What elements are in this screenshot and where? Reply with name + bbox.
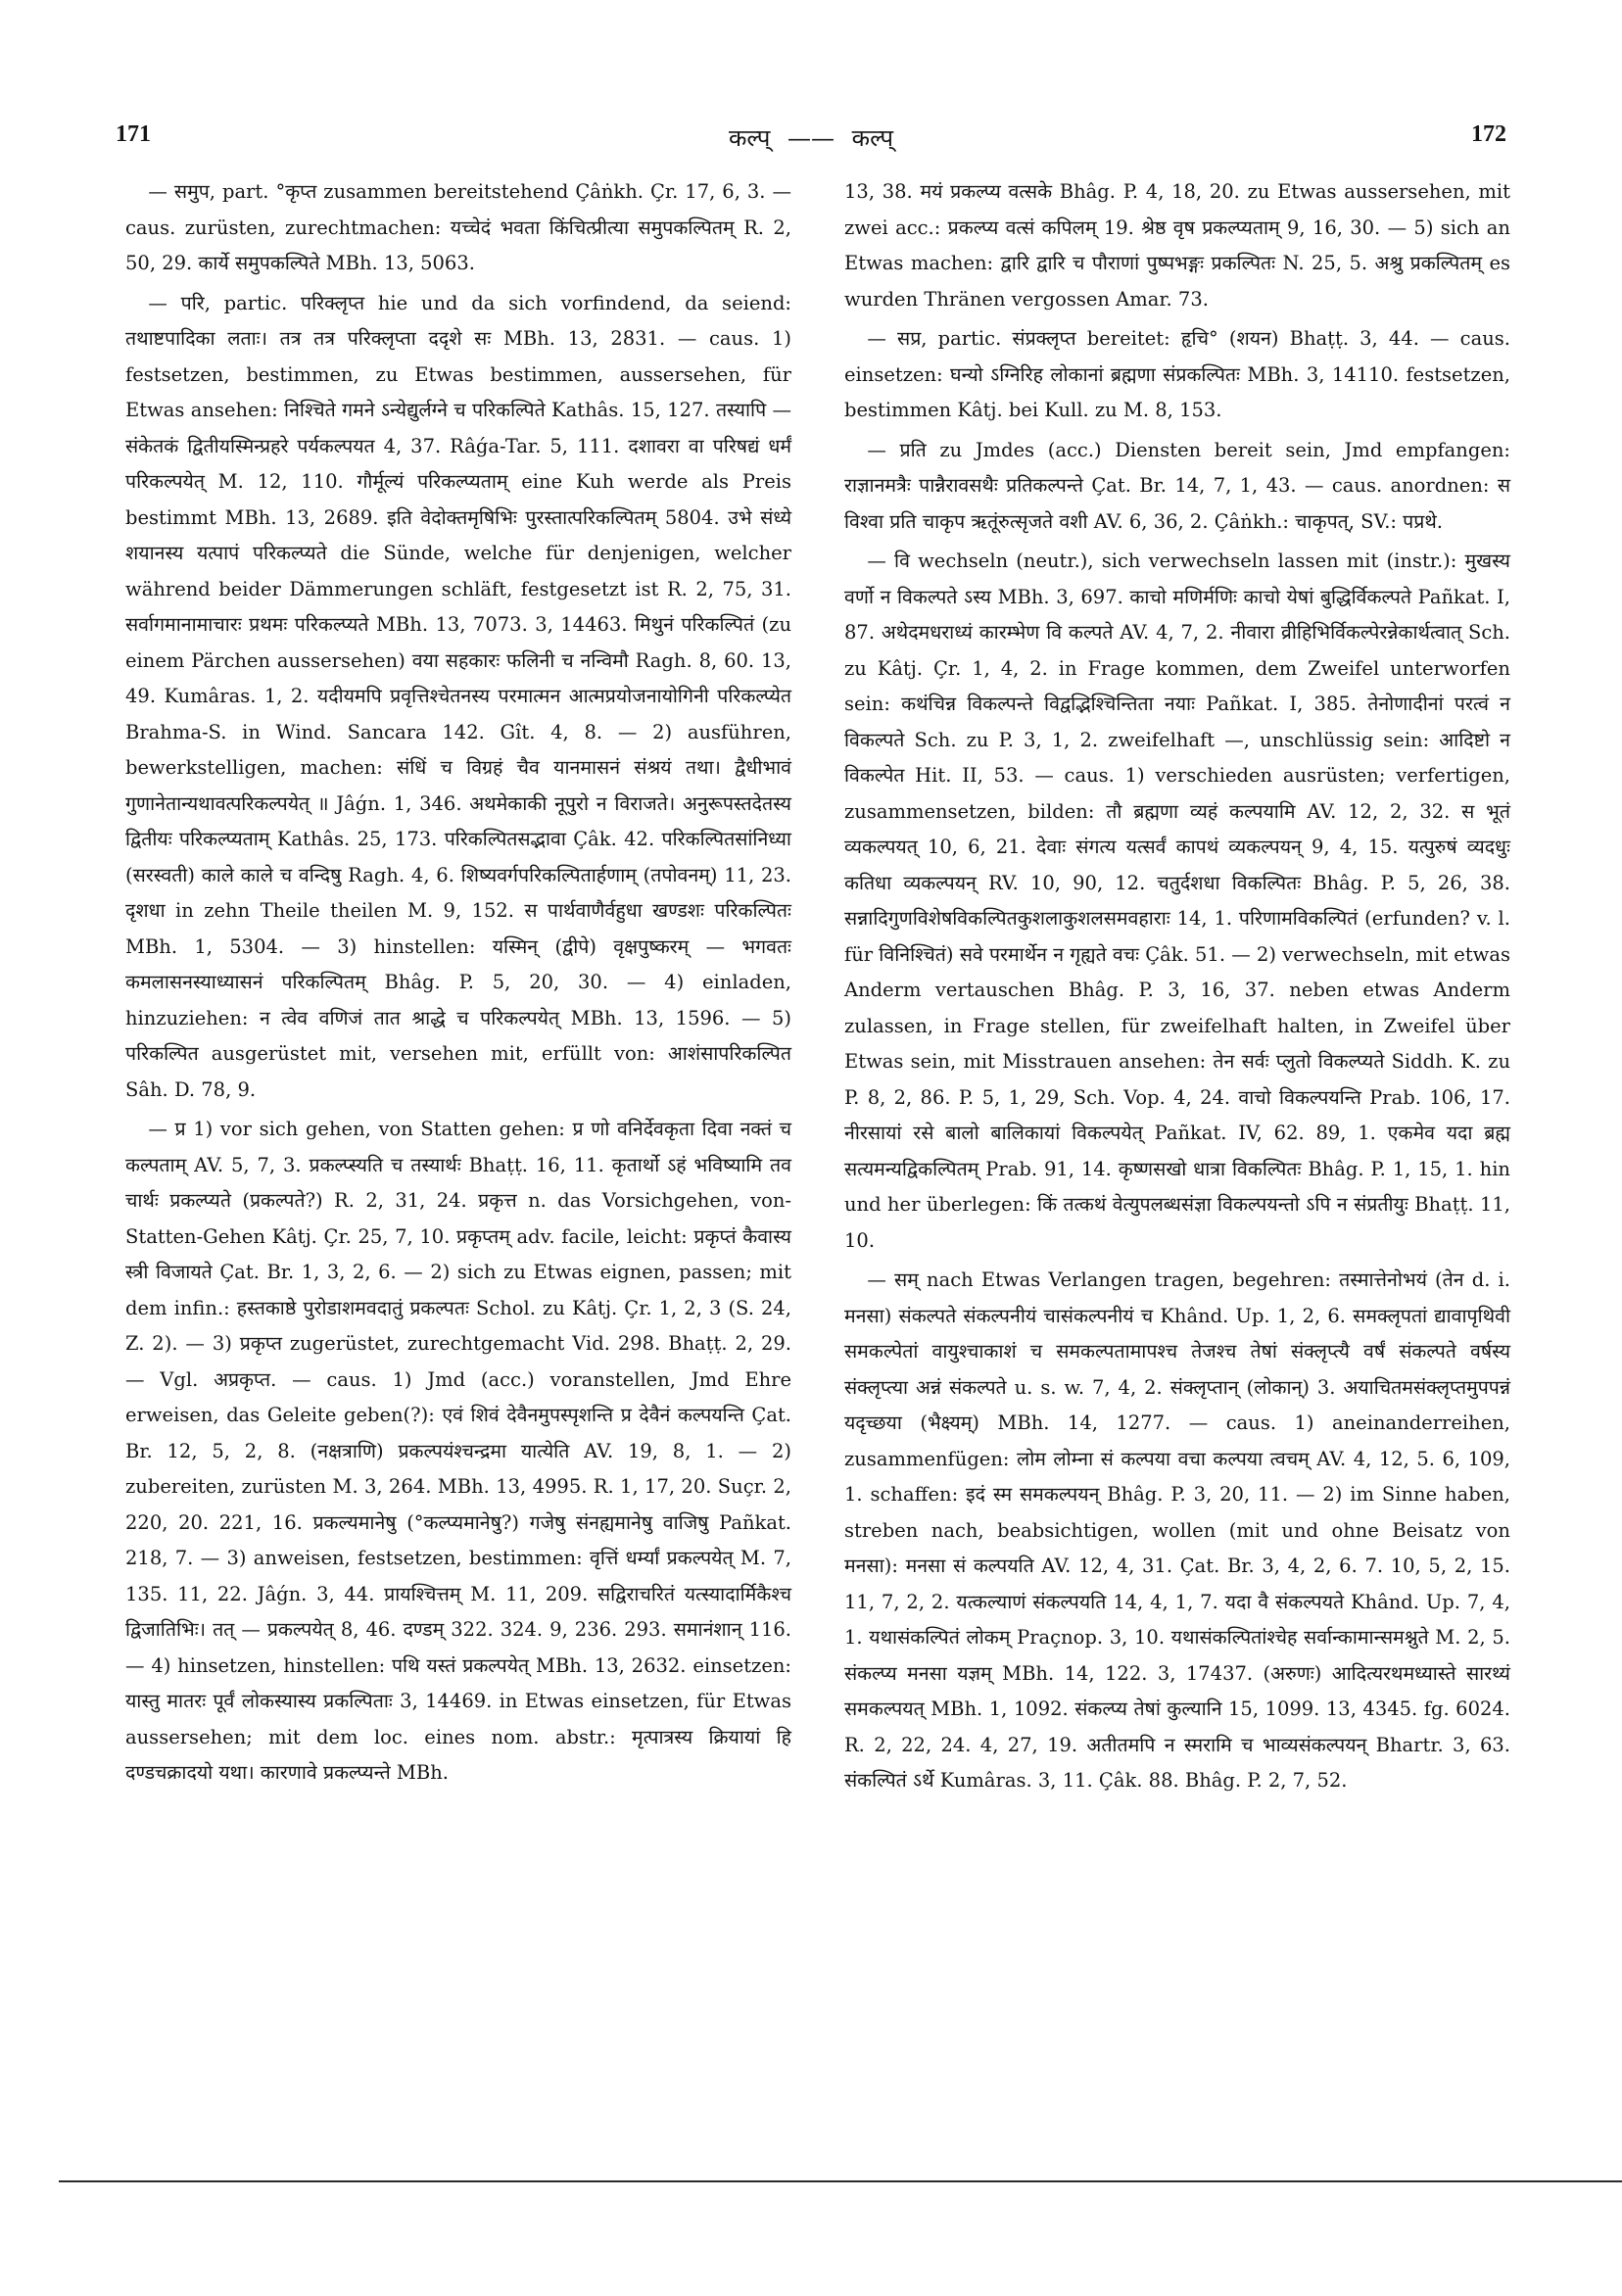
page-header <box>116 121 1506 161</box>
dictionary-entry: — सम् nach Etwas Verlangen tragen, begehren: तस्मात्तेनोभयं (तेन d. i. मनसा) संकल्पते संकल्पनीयं चासंकल्पनीयं च Khând. Up. 1, 2, 6. समक्लृपतां द्यावापृथिवी समकल्पेतां वायुश्चाकाशं च समकल्पतामापश्च तेजश्च तेषां संक्लृप्त्यै वर्षं संकल्पते वर्षस्य संक्लृप्त्या अन्नं संकल्पते u. s. w. 7, 4, 2. संक्लृप्तान् (लोकान्) 3. अयाचितमसंक्लृप्तमुपपन्नं यदृच्छया (भैक्ष्यम्) MBh. 14, 1277. — caus. 1) aneinanderreihen, zusammenfügen: लोम लोम्ना सं कल्पया वचा कल्पया त्वचम् AV. 4, 12, 5. 6, 109, 1. schaffen: इदं स्म समकल्पयन् Bhâg. P. 3, 20, 11. — 2) im Sinne haben, streben nach, beabsichtigen, wollen (mit und ohne Beisatz von मनसा): मनसा सं कल्पयति AV. 12, 4, 31. Çat. Br. 3, 4, 2, 6. 7. 10, 5, 2, 15. 11, 7, 2, 2. यत्कल्याणं संकल्पयति 14, 4, 1, 7. यदा वै संकल्पयते Khând. Up. 7, 4, 1. यथासंकल्पितं लोकम् Praçnop. 3, 10. यथासंकल्पितांश्चेह सर्वान्कामान्समश्नुते M. 2, 5. संकल्प्य मनसा यज्ञम् MBh. 14, 122. 3, 17437. (अरुणः) आदित्यरथमध्यास्ते सारथ्यं समकल्पयत् MBh. 1, 1092. संकल्प्य तेषां कुल्यानि 15, 1099. 13, 4345. fg. 6024. R. 2, 22, 24. 4, 27, 19. अतीतमपि न स्मरामि च भाव्यसंकल्पयन् Bhartr. 3, 63. संकल्पितं ऽर्थे Kumâras. 3, 11. Çâk. 88. Bhâg. P. 2, 7, 52. <box>844 1268 1510 1792</box>
right-headword: कल्प् <box>851 124 894 152</box>
footer-rule <box>59 2180 1622 2182</box>
headword-separator: —— <box>787 124 835 152</box>
dictionary-entry: — प्र 1) vor sich gehen, von Statten gehen: प्र णो वनिर्देवकृता दिवा नक्तं च कल्पताम् AV. 5, 7, 3. प्रकल्प्स्यति च तस्यार्थः Bhaṭṭ. 16, 11. कृतार्थो ऽहं भविष्यामि तव चार्थः प्रकल्प्यते (प्रकल्पते?) R. 2, 31, 24. प्रकृत्त n. das Vorsichgehen, von-Statten-Gehen Kâtj. Çr. 25, 7, 10. प्रकृप्तम् adv. facile, leicht: प्रकृप्तं कैवास्य स्त्री विजायते Çat. Br. 1, 3, 2, 6. — 2) sich zu Etwas eignen, passen; mit dem infin.: हस्तकाष्ठे पुरोडाशमवदातुं प्रकल्पतः Schol. zu Kâtj. Çr. 1, 2, 3 (S. 24, Z. 2). — 3) प्रकृप्त zugerüstet, zurechtgemacht Vid. 298. Bhaṭṭ. 2, 29. — Vgl. अप्रकृप्त. — caus. 1) Jmd (acc.) voranstellen, Jmd Ehre erweisen, das Geleite geben(?): एवं शिवं देवैनमुपस्पृशन्ति प्र देवैनं कल्पयन्ति Çat. Br. 12, 5, 2, 8. (नक्षत्राणि) प्रकल्पयंश्चन्द्रमा यात्येति AV. 19, 8, 1. — 2) zubereiten, zurüsten M. 3, 264. MBh. 13, 4995. R. 1, 17, 20. Suçr. 2, 220, 20. 221, 16. प्रकल्यमानेषु (°कल्प्यमानेषु?) गजेषु संनह्यमानेषु वाजिषु Pañkat. 218, 7. — 3) anweisen, festsetzen, bestimmen: वृत्तिं धर्म्यां प्रकल्पयेत् M. 7, 135. 11, 22. Jâǵn. 3, 44. प्रायश्चित्तम् M. 11, 209. सद्विराचरितं यत्स्यादार्मिकैश्च द्विजातिभिः। तत् — प्रकल्पयेत् 8, 46. दण्डम् 322. 324. 9, 236. 293. समानंशान् 116. — 4) hinsetzen, hinstellen: पथि यस्तं प्रकल्पयेत् MBh. 13, 2632. einsetzen: यास्तु मातरः पूर्वं लोकस्यास्य प्रकल्पिताः 3, 14469. in Etwas einsetzen, für Etwas aussersehen; mit dem loc. eines nom. abstr.: मृत्पात्रस्य क्रियायां हि दण्डचक्रादयो यथा। कारणावे प्रकल्प्यन्ते MBh. <box>125 1118 791 1784</box>
left-column <box>125 174 791 1795</box>
dictionary-entry: 13, 38. मयं प्रकल्प्य वत्सके Bhâg. P. 4, 18, 20. zu Etwas aussersehen, mit zwei acc.: प्रकल्प्य वत्सं कपिलम् 19. श्रेष्ठ वृष प्रकल्प्यताम् 9, 16, 30. — 5) sich an Etwas machen: द्वारि द्वारि च पौराणां पुष्पभङ्गः प्रकल्पितः N. 25, 5. अश्रु प्रकल्पितम् es wurden Thränen vergossen Amar. 73. <box>844 180 1510 311</box>
dictionary-entry: — सप्र, partic. संप्रक्लृप्त bereitet: हृचि° (शयन) Bhaṭṭ. 3, 44. — caus. einsetzen: घन्यो ऽग्निरिह लोकानां ब्रह्मणा संप्रकल्पितः MBh. 3, 14110. festsetzen, bestimmen Kâtj. bei Kull. zu M. 8, 153. <box>844 327 1510 421</box>
left-headword: कल्प् <box>728 124 771 152</box>
right-column <box>844 174 1510 1803</box>
dictionary-entry: — प्रति zu Jmdes (acc.) Diensten bereit sein, Jmd empfangen: राज्ञानमत्रैः पान्नैरावसथैः प्रतिकल्पन्ते Çat. Br. 14, 7, 1, 43. — caus. anordnen: स विश्वा प्रति चाकृप ऋतूंरुत्सृजते वशी AV. 6, 36, 2. Çâṅkh.: चाकृपत्, SV.: पप्रथे. <box>844 438 1510 533</box>
dictionary-entry: — वि wechseln (neutr.), sich verwechseln lassen mit (instr.): मुखस्य वर्णो न विकल्पते ऽस्य MBh. 3, 697. काचो मणिर्मणिः काचो येषां बुद्धिर्विकल्पते Pañkat. I, 87. अथेदमधराध्यं कारम्भेण वि कल्पते AV. 4, 7, 2. नीवारा व्रीहिभिर्विकल्पेरन्नेकार्थत्वात् Sch. zu Kâtj. Çr. 1, 4, 2. in Frage kommen, dem Zweifel unterworfen sein: कथंचिन्न विकल्पन्ते विद्वद्भिश्चिन्तिता नयाः Pañkat. I, 385. तेनोणादीनां परत्वं न विकल्पते Sch. zu P. 3, 1, 2. zweifelhaft —, unschlüssig sein: आदिष्टो न विकल्पेत Hit. II, 53. — caus. 1) verschieden ausrüsten; verfertigen, zusammensetzen, bilden: तौ ब्रह्मणा व्यहं कल्पयामि AV. 12, 2, 32. स भूतं व्यकल्पयत् 10, 6, 21. देवाः संगत्य यत्सर्वं कापथं व्यकल्पयन् 9, 4, 15. यत्पुरुषं व्यदधुः कतिधा व्यकल्पयन् RV. 10, 90, 12. चतुर्दशधा विकल्पितः Bhâg. P. 5, 26, 38. सन्नादिगुणविशेषविकल्पितकुशलाकुशलसमवहाराः 14, 1. परिणामविकल्पितं (erfunden? v. l. für विनिश्चितं) सवे परमार्थेन न गृह्यते वचः Çâk. 51. — 2) verwechseln, mit etwas Anderm vertauschen Bhâg. P. 3, 16, 37. neben etwas Anderm zulassen, in Frage stellen, für zweifelhaft halten, in Zweifel über Etwas sein, mit Misstrauen ansehen: तेन सर्वः प्लुतो विकल्प्यते Siddh. K. zu P. 8, 2, 86. P. 5, 1, 29, Sch. Vop. 4, 24. वाचो विकल्पयन्ति Prab. 106, 17. नीरसायां रसे बालो बालिकायां विकल्पयेत् Pañkat. IV, 62. 89, 1. एकमेव यदा ब्रह्म सत्यमन्यद्विकल्पितम् Prab. 91, 14. कृष्णसखो धात्रा विकल्पितः Bhâg. P. 1, 15, 1. hin und her überlegen: किं तत्कथं वेत्युपलब्धसंज्ञा विकल्पयन्तो ऽपि न संप्रतीयुः Bhaṭṭ. 11, 10. <box>844 550 1510 1252</box>
left-page-number: 171 <box>116 121 151 147</box>
running-head <box>116 121 1506 154</box>
dictionary-entry: — समुप, part. °कृप्त zusammen bereitstehend Çâṅkh. Çr. 17, 6, 3. — caus. zurüsten, zurechtmachen: यच्चेदं भवता किंचित्प्रीत्या समुपकल्पितम् R. 2, 50, 29. कार्ये समुपकल्पिते MBh. 13, 5063. <box>125 180 791 274</box>
right-page-number: 172 <box>1471 121 1506 147</box>
dictionary-entry: — परि, partic. परिक्लृप्त hie und da sich vorfindend, da seiend: तथाष्टपादिका लताः। तत्र तत्र परिक्लृप्ता ददृशे सः MBh. 13, 2831. — caus. 1) festsetzen, bestimmen, zu Etwas bestimmen, aussersehen, für Etwas ansehen: निश्चिते गमने ऽन्येद्युर्लग्ने च परिकल्पिते Kathâs. 15, 127. तस्यापि — संकेतकं द्वितीयस्मिन्प्रहरे पर्यकल्पयत 4, 37. Râǵa-Tar. 5, 111. दशावरा वा परिषद्यं धर्मं परिकल्पयेत् M. 12, 110. गौर्मूल्यं परिकल्प्यताम् eine Kuh werde als Preis bestimmt MBh. 13, 2689. इति वेदोक्तमृषिभिः पुरस्तात्परिकल्पितम् 5804. उभे संध्ये शयानस्य यत्पापं परिकल्प्यते die Sünde, welche für denjenigen, welcher während beider Dämmerungen schläft, festgesetzt ist R. 2, 75, 31. सर्वागमानामाचारः प्रथमः परिकल्प्यते MBh. 13, 7073. 3, 14463. मिथुनं परिकल्पितं (zu einem Pärchen aussersehen) वया सहकारः फलिनी च नन्विमौ Ragh. 8, 60. 13, 49. Kumâras. 1, 2. यदीयमपि प्रवृत्तिश्चेतनस्य परमात्मन आत्मप्रयोजनायोगिनी परिकल्प्येत Brahma-S. in Wind. Sancara 142. Gît. 4, 8. — 2) ausführen, bewerkstelligen, machen: संधिं च विग्रहं चैव यानमासनं संश्रयं तथा। द्वैधीभावं गुणानेतान्यथावत्परिकल्पयेत् ॥ Jâǵn. 1, 346. अथमेकाकी नूपुरो न विराजते। अनुरूपस्तदेतस्य द्वितीयः परिकल्प्यताम् Kathâs. 25, 173. परिकल्पितसद्भावा Çâk. 42. परिकल्पितसांनिध्या (सरस्वती) काले काले च वन्दिषु Ragh. 4, 6. शिष्यवर्गपरिकल्पितार्हणाम् (तपोवनम्) 11, 23. दृशधा in zehn Theile theilen M. 9, 152. स पार्थवाणैर्वहुधा खण्डशः परिकल्पितः MBh. 1, 5304. — 3) hinstellen: यस्मिन् (द्वीपे) वृक्षपुष्करम् — भगवतः कमलासनस्याध्यासनं परिकल्पितम् Bhâg. P. 5, 20, 30. — 4) einladen, hinzuziehen: न त्वेव वणिजं तात श्राद्धे च परिकल्पयेत् MBh. 13, 1596. — 5) परिकल्पित ausgerüstet mit, versehen mit, erfüllt von: आशंसापरिकल्पित Sâh. D. 78, 9. <box>125 291 791 1101</box>
